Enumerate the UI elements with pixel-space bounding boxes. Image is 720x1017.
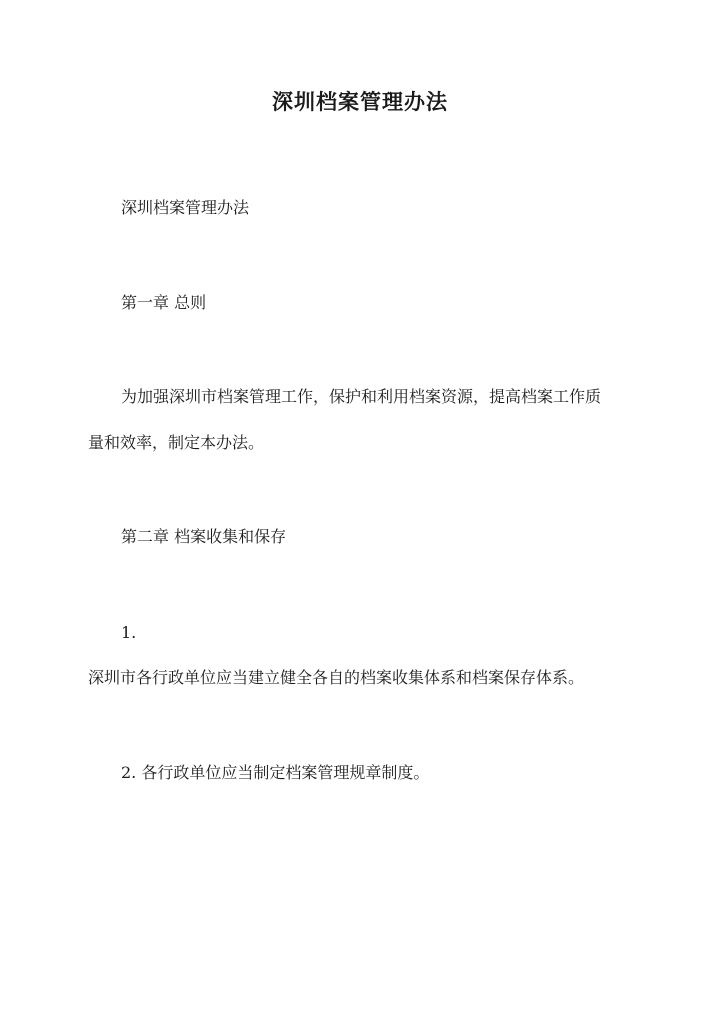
item-1-text: 深圳市各行政单位应当建立健全各自的档案收集体系和档案保存体系。	[88, 668, 585, 687]
chapter-2-heading: 第二章 档案收集和保存	[121, 527, 287, 546]
document-title: 深圳档案管理办法	[272, 89, 448, 114]
document-subtitle: 深圳档案管理办法	[121, 198, 250, 217]
chapter-1-paragraph-line-1: 为加强深圳市档案管理工作，保护和利用档案资源，提高档案工作质	[121, 387, 602, 406]
chapter-1-heading: 第一章 总则	[121, 293, 207, 312]
item-1-number: 1.	[121, 623, 137, 642]
item-2-text: 2. 各行政单位应当制定档案管理规章制度。	[121, 763, 430, 782]
chapter-1-paragraph-line-2: 量和效率，制定本办法。	[88, 433, 265, 452]
